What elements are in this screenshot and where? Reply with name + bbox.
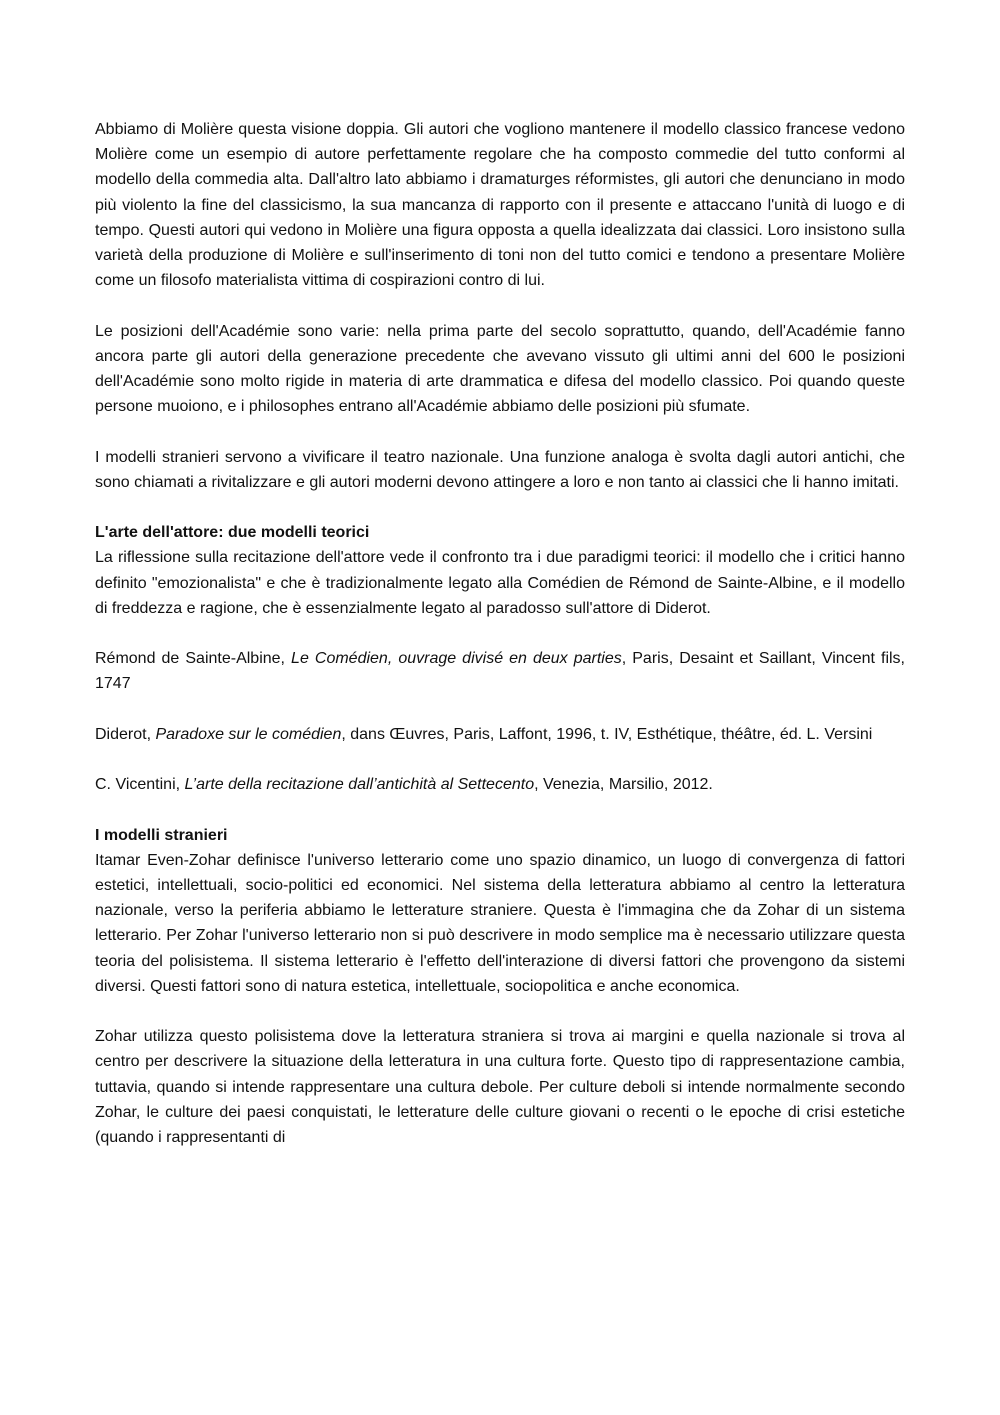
reference-author: Rémond de Sainte-Albine, (95, 650, 292, 668)
paragraph-recitazione: La riflessione sulla recitazione dell'attore vede il confronto tra i due paradigmi teorici: il modello che i critici hanno definito "emozionalista" e che è tradizionalmente legato alla Comédien de Rémond de Sainte-Albine, e il modello di freddezza e ragione, che è essenzialmente legato al paradosso sull'attore di Diderot. (95, 549, 905, 617)
reference-details: , Paris, Desaint et Saillant, Vincent fils, 1747 (95, 650, 906, 693)
reference-sainte-albine (95, 646, 905, 696)
paragraph-polisistema: Zohar utilizza questo polisistema dove la letteratura straniera si trova ai margini e quella nazionale si trova al centro per descrivere la situazione della letteratura in una cultura forte. Questo tipo di rappresentazione cambia, tuttavia, quando si intende rappresentare una cultura debole. Per culture deboli si intende normalmente secondo Zohar, le culture dei paesi conquistati, le letterature delle culture giovani o recenti o le epoche di crisi estetiche (quando i rappresentanti di (95, 1028, 905, 1146)
paragraph-academie: Le posizioni dell'Académie sono varie: nella prima parte del secolo soprattutto, quando, dell'Académie fanno ancora parte gli autori della generazione precedente che avevano vissuto gli ultimi anni del 600 le posizioni dell'Académie sono molto rigide in materia di arte drammatica e difesa del modello classico. Poi quando queste persone muoiono, e i philosophes entrano all'Académie abbiamo delle posizioni più sfumate. (95, 322, 905, 416)
section-heading-arte-attore: L'arte dell'attore: due modelli teorici (95, 524, 370, 542)
reference-details: , dans Œuvres, Paris, Laffont, 1996, t. IV, Esthétique, théâtre, éd. L. Versini (341, 725, 873, 743)
reference-title: Paradoxe sur le comédien (155, 725, 342, 743)
reference-vicentini (95, 772, 905, 797)
section-heading-modelli-stranieri: I modelli stranieri (95, 826, 228, 844)
reference-author: Diderot, (95, 725, 156, 743)
reference-title: Le Comédien, ouvrage divisé en deux parties (291, 650, 622, 668)
reference-title: L’arte della recitazione dall’antichità al Settecento (184, 776, 535, 794)
paragraph-even-zohar: Itamar Even-Zohar definisce l'universo letterario come uno spazio dinamico, un luogo di convergenza di fattori estetici, intellettuali, socio-politici ed economici. Nel sistema della letteratura abbiamo al centro la letteratura nazionale, verso la periferia abbiamo le letterature straniere. Questa è l'immagina che da Zohar di un sistema letterario. Per Zohar l'universo letterario non si può descrivere in modo semplice ma è necessario utilizzare questa teoria del polisistema. Il sistema letterario è l'effetto dell'interazione di diversi fattori che provengono da sistemi diversi. Questi fattori sono di natura estetica, intellettuale, sociopolitica e anche economica. (95, 851, 905, 995)
reference-details: , Venezia, Marsilio, 2012. (534, 776, 713, 794)
paragraph-moliere: Abbiamo di Molière questa visione doppia. Gli autori che vogliono mantenere il modello classico francese vedono Molière come un esempio di autore perfettamente regolare che ha composto commedie del tutto conformi al modello della commedia alta. Dall'altro lato abbiamo i dramaturges réformistes, gli autori che denunciano in modo più violento la fine del classicismo, la sua mancanza di rapporto con il presente e attaccano l'unità di luogo e di tempo. Questi autori qui vedono in Molière una figura opposta a quella idealizzata dai classici. Loro insistono sulla varietà della produzione di Molière e sull'inserimento di toni non del tutto comici e tendono a presentare Molière come un filosofo materialista vittima di cospirazioni contro di lui. (95, 121, 905, 290)
reference-author: C. Vicentini, (95, 776, 185, 794)
paragraph-modelli-stranieri-intro: I modelli stranieri servono a vivificare il teatro nazionale. Una funzione analoga è svolta dagli autori antichi, che sono chiamati a rivitalizzare e gli autori moderni devono attingere a loro e non tanto ai classici che li hanno imitati. (95, 448, 905, 491)
document-page (95, 117, 905, 1150)
reference-diderot (95, 722, 905, 747)
